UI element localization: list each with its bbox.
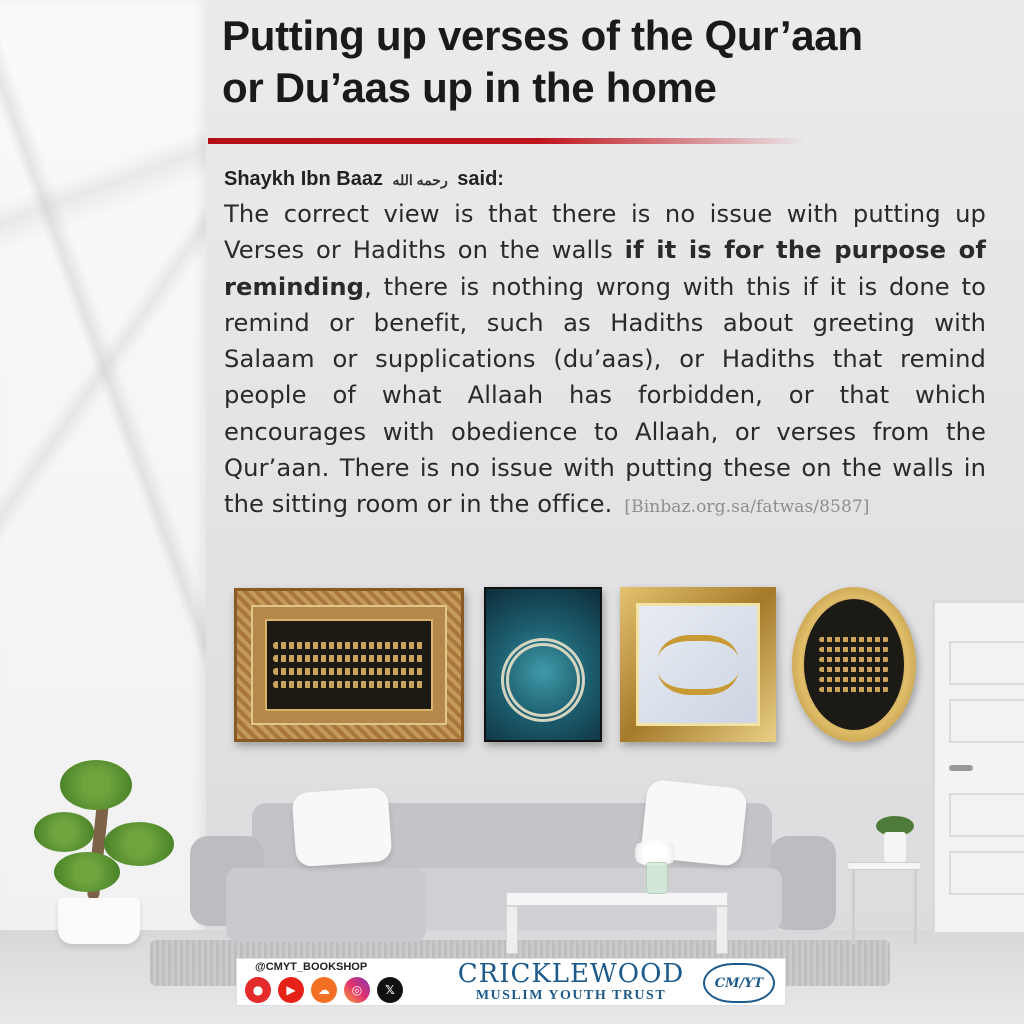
framed-calligraphy-wide	[234, 588, 464, 742]
vase	[646, 862, 668, 894]
sofa-chaise	[226, 868, 426, 942]
brand-wordmark	[441, 959, 701, 1003]
speaker-said: said:	[457, 168, 504, 190]
speaker-attribution	[224, 168, 504, 191]
instagram-icon[interactable]: ◎	[344, 977, 370, 1003]
side-table	[846, 862, 922, 870]
brand-subtitle: MUSLIM YOUTH TRUST	[475, 988, 667, 1003]
door-handle	[949, 765, 973, 771]
youtube-icon[interactable]: ▶	[278, 977, 304, 1003]
title-divider	[208, 138, 808, 144]
quote-body	[224, 196, 986, 526]
title-line-2: or Du’aas up in the home	[222, 64, 717, 111]
title-line-1: Putting up verses of the Qur’aan	[222, 12, 863, 59]
x-icon[interactable]: 𝕏	[377, 977, 403, 1003]
honorific-glyph: رحمه الله	[392, 172, 448, 188]
quote-part-1: The correct view is that there is no issue with putting up Verses or Hadiths on the walls	[224, 200, 986, 265]
website-icon[interactable]: ●	[245, 977, 271, 1003]
bonsai-foliage	[34, 812, 94, 852]
calligraphy-plate	[265, 619, 433, 711]
bonsai-foliage	[54, 852, 120, 892]
calligraphy-emblem	[658, 635, 738, 695]
social-handle: @CMYT_BOOKSHOP	[255, 961, 368, 973]
bonsai-foliage	[60, 760, 132, 810]
bonsai-foliage	[104, 822, 174, 866]
framed-calligraphy-oval	[792, 587, 916, 742]
quote-source: [Binbaz.org.sa/fatwas/8587]	[624, 497, 870, 518]
page-title	[222, 10, 1002, 114]
pillow	[292, 787, 393, 868]
quote-part-2: , there is nothing wrong with this if it is done to remind or benefit, such as Hadiths about greeting with Salaam or supplications (du’aas), or Hadiths that remind people of what Allaah has forbidden, or that which encourages with obedience to Allaah, or verses from the Qur’aan. There is no issue with putting these on the walls in the sitting room or in the office.	[224, 272, 986, 519]
social-icons	[245, 977, 403, 1003]
speaker-name: Shaykh Ibn Baaz	[224, 168, 383, 190]
brand-name: CRICKLEWOOD	[457, 959, 685, 989]
framed-calligraphy-gold	[620, 587, 776, 742]
quote-emphasis: if it is for the purpose of reminding	[224, 236, 986, 301]
bonsai-pot	[58, 898, 140, 944]
door	[932, 600, 1024, 935]
footer-brand-bar	[236, 958, 786, 1006]
brand-logo: CM/YT	[703, 963, 775, 1003]
calligraphy-circle	[501, 638, 585, 722]
small-pot	[884, 832, 906, 862]
soundcloud-icon[interactable]: ☁	[311, 977, 337, 1003]
framed-calligraphy-blue	[484, 587, 602, 742]
coffee-table	[506, 892, 728, 906]
